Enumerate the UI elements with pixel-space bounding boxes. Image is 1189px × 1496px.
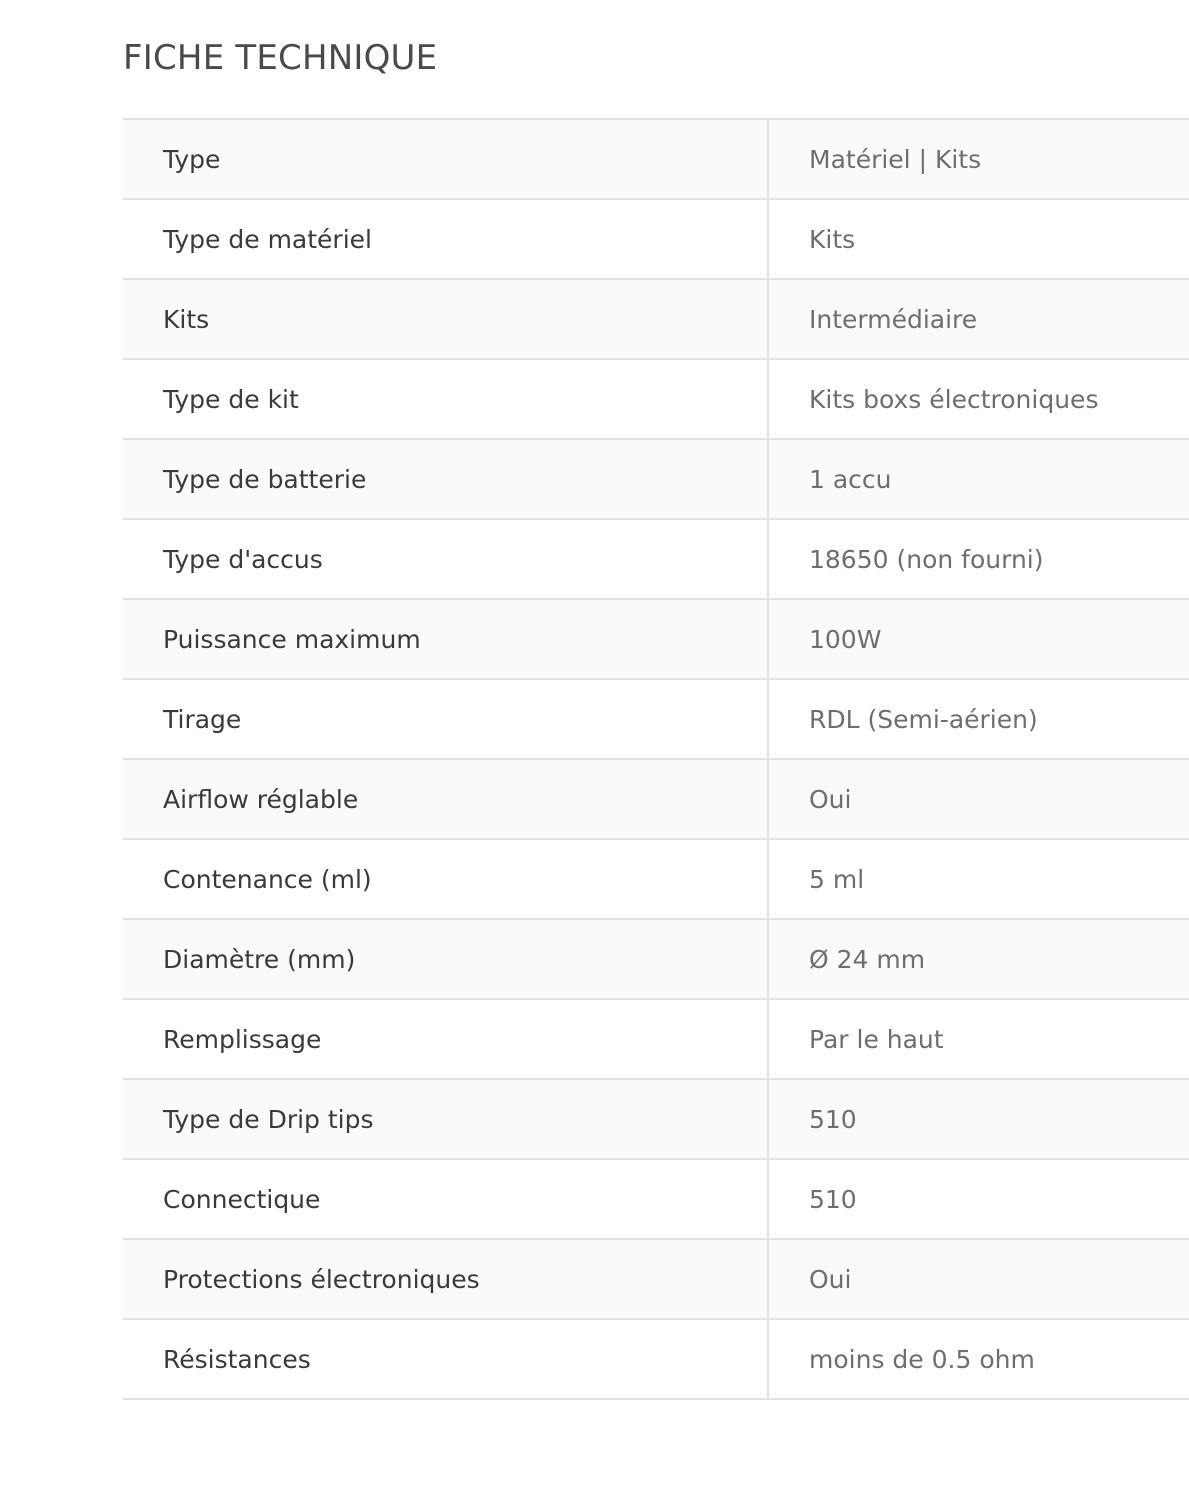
spec-label: Résistances <box>123 1319 768 1399</box>
spec-value: 1 accu <box>768 439 1189 519</box>
spec-row <box>123 679 1189 759</box>
spec-label: Protections électroniques <box>123 1239 768 1319</box>
spec-row <box>123 279 1189 359</box>
spec-value: Ø 24 mm <box>768 919 1189 999</box>
spec-label: Type de matériel <box>123 199 768 279</box>
spec-row <box>123 359 1189 439</box>
spec-label: Remplissage <box>123 999 768 1079</box>
section-title: FICHE TECHNIQUE <box>123 38 438 78</box>
spec-value: 18650 (non fourni) <box>768 519 1189 599</box>
spec-value: Intermédiaire <box>768 279 1189 359</box>
spec-row <box>123 839 1189 919</box>
spec-label: Type de Drip tips <box>123 1079 768 1159</box>
spec-row <box>123 1239 1189 1319</box>
spec-label: Connectique <box>123 1159 768 1239</box>
spec-value: Kits <box>768 199 1189 279</box>
spec-value: Kits boxs électroniques <box>768 359 1189 439</box>
spec-row <box>123 1159 1189 1239</box>
spec-label: Type de batterie <box>123 439 768 519</box>
spec-row <box>123 1079 1189 1159</box>
spec-table <box>123 118 1189 1400</box>
spec-row <box>123 919 1189 999</box>
spec-value: moins de 0.5 ohm <box>768 1319 1189 1399</box>
spec-value: Oui <box>768 759 1189 839</box>
spec-label: Contenance (ml) <box>123 839 768 919</box>
spec-row <box>123 439 1189 519</box>
spec-row <box>123 599 1189 679</box>
spec-label: Airflow réglable <box>123 759 768 839</box>
spec-value: 5 ml <box>768 839 1189 919</box>
spec-label: Type <box>123 119 768 199</box>
spec-label: Tirage <box>123 679 768 759</box>
spec-value: Matériel | Kits <box>768 119 1189 199</box>
spec-value: Par le haut <box>768 999 1189 1079</box>
spec-label: Puissance maximum <box>123 599 768 679</box>
spec-value: RDL (Semi-aérien) <box>768 679 1189 759</box>
spec-label: Diamètre (mm) <box>123 919 768 999</box>
spec-value: Oui <box>768 1239 1189 1319</box>
spec-row <box>123 199 1189 279</box>
spec-row <box>123 759 1189 839</box>
spec-value: 100W <box>768 599 1189 679</box>
spec-value: 510 <box>768 1159 1189 1239</box>
spec-row <box>123 519 1189 599</box>
spec-value: 510 <box>768 1079 1189 1159</box>
spec-row <box>123 119 1189 199</box>
spec-label: Kits <box>123 279 768 359</box>
spec-label: Type de kit <box>123 359 768 439</box>
spec-label: Type d'accus <box>123 519 768 599</box>
spec-row <box>123 1319 1189 1399</box>
spec-row <box>123 999 1189 1079</box>
